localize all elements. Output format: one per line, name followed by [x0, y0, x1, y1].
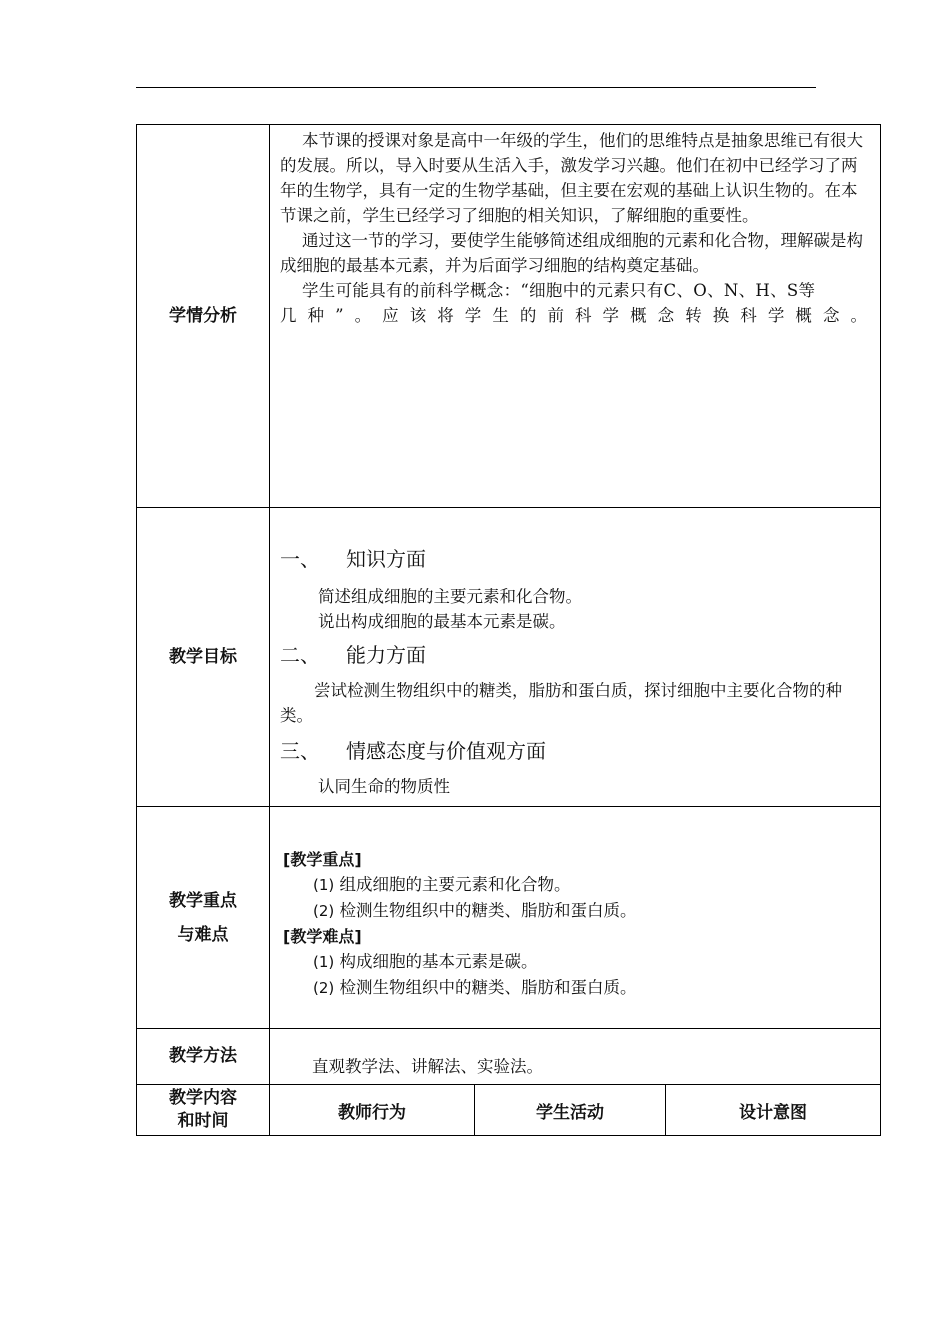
situation-content	[270, 125, 881, 508]
key-points-label: 教学重点 与难点	[137, 807, 270, 1029]
student-activity-header: 学生活动	[475, 1085, 666, 1136]
goals-row	[137, 508, 881, 807]
key-title: [教学重点]	[283, 850, 362, 869]
difficulty-item-1: (1) 构成细胞的基本元素是碳。	[313, 952, 538, 971]
goal-ability-line-1: 尝试检测生物组织中的糖类，脂肪和蛋白质，探讨细胞中主要化合物的种类。	[280, 681, 842, 725]
difficulty-title: [教学难点]	[283, 927, 362, 946]
goals-content	[270, 508, 881, 807]
situation-paragraph-2: 通过这一节的学习，要使学生能够简述组成细胞的元素和化合物，理解碳是构成细胞的最基本元素，并为后面学习细胞的结构奠定基础。	[280, 231, 863, 275]
situation-paragraph-4: 几种”。应该将学生的前科学概念转换科学概念。	[280, 306, 871, 325]
lesson-plan-table	[136, 124, 881, 1136]
method-content	[270, 1029, 881, 1085]
method-row	[137, 1029, 881, 1085]
difficulty-item-2: (2) 检测生物组织中的糖类、脂肪和蛋白质。	[313, 978, 637, 997]
header-rule	[136, 87, 816, 88]
situation-paragraph-3: 学生可能具有的前科学概念：“细胞中的元素只有C、O、N、H、S等	[302, 281, 816, 300]
method-label: 教学方法	[137, 1029, 270, 1085]
method-text: 直观教学法、讲解法、实验法。	[312, 1057, 543, 1076]
content-header-row	[137, 1085, 881, 1136]
goal-attitude-line-1: 认同生命的物质性	[318, 777, 450, 796]
goal-knowledge-line-1: 简述组成细胞的主要元素和化合物。	[318, 587, 582, 606]
design-intent-header: 设计意图	[666, 1085, 881, 1136]
situation-row	[137, 125, 881, 508]
goal-heading-knowledge: 一、 知识方面	[280, 547, 426, 571]
goal-heading-attitude: 三、 情感态度与价值观方面	[280, 739, 546, 763]
content-time-label: 教学内容 和时间	[137, 1085, 270, 1136]
key-points-content	[270, 807, 881, 1029]
goal-knowledge-line-2: 说出构成细胞的最基本元素是碳。	[318, 612, 566, 631]
key-points-row	[137, 807, 881, 1029]
key-item-1: (1) 组成细胞的主要元素和化合物。	[313, 875, 571, 894]
goals-label: 教学目标	[137, 508, 270, 807]
situation-label: 学情分析	[137, 125, 270, 508]
goal-heading-ability: 二、 能力方面	[280, 643, 426, 667]
teacher-behavior-header: 教师行为	[270, 1085, 475, 1136]
situation-paragraph-1: 本节课的授课对象是高中一年级的学生，他们的思维特点是抽象思维已有很大的发展。所以，导入时要从生活入手，激发学习兴趣。他们在初中已经学习了两年的生物学，具有一定的生物学基础，但主要在宏观的基础上认识生物的。在本节课之前，学生已经学习了细胞的相关知识，了解细胞的重要性。	[280, 131, 863, 225]
key-item-2: (2) 检测生物组织中的糖类、脂肪和蛋白质。	[313, 901, 637, 920]
